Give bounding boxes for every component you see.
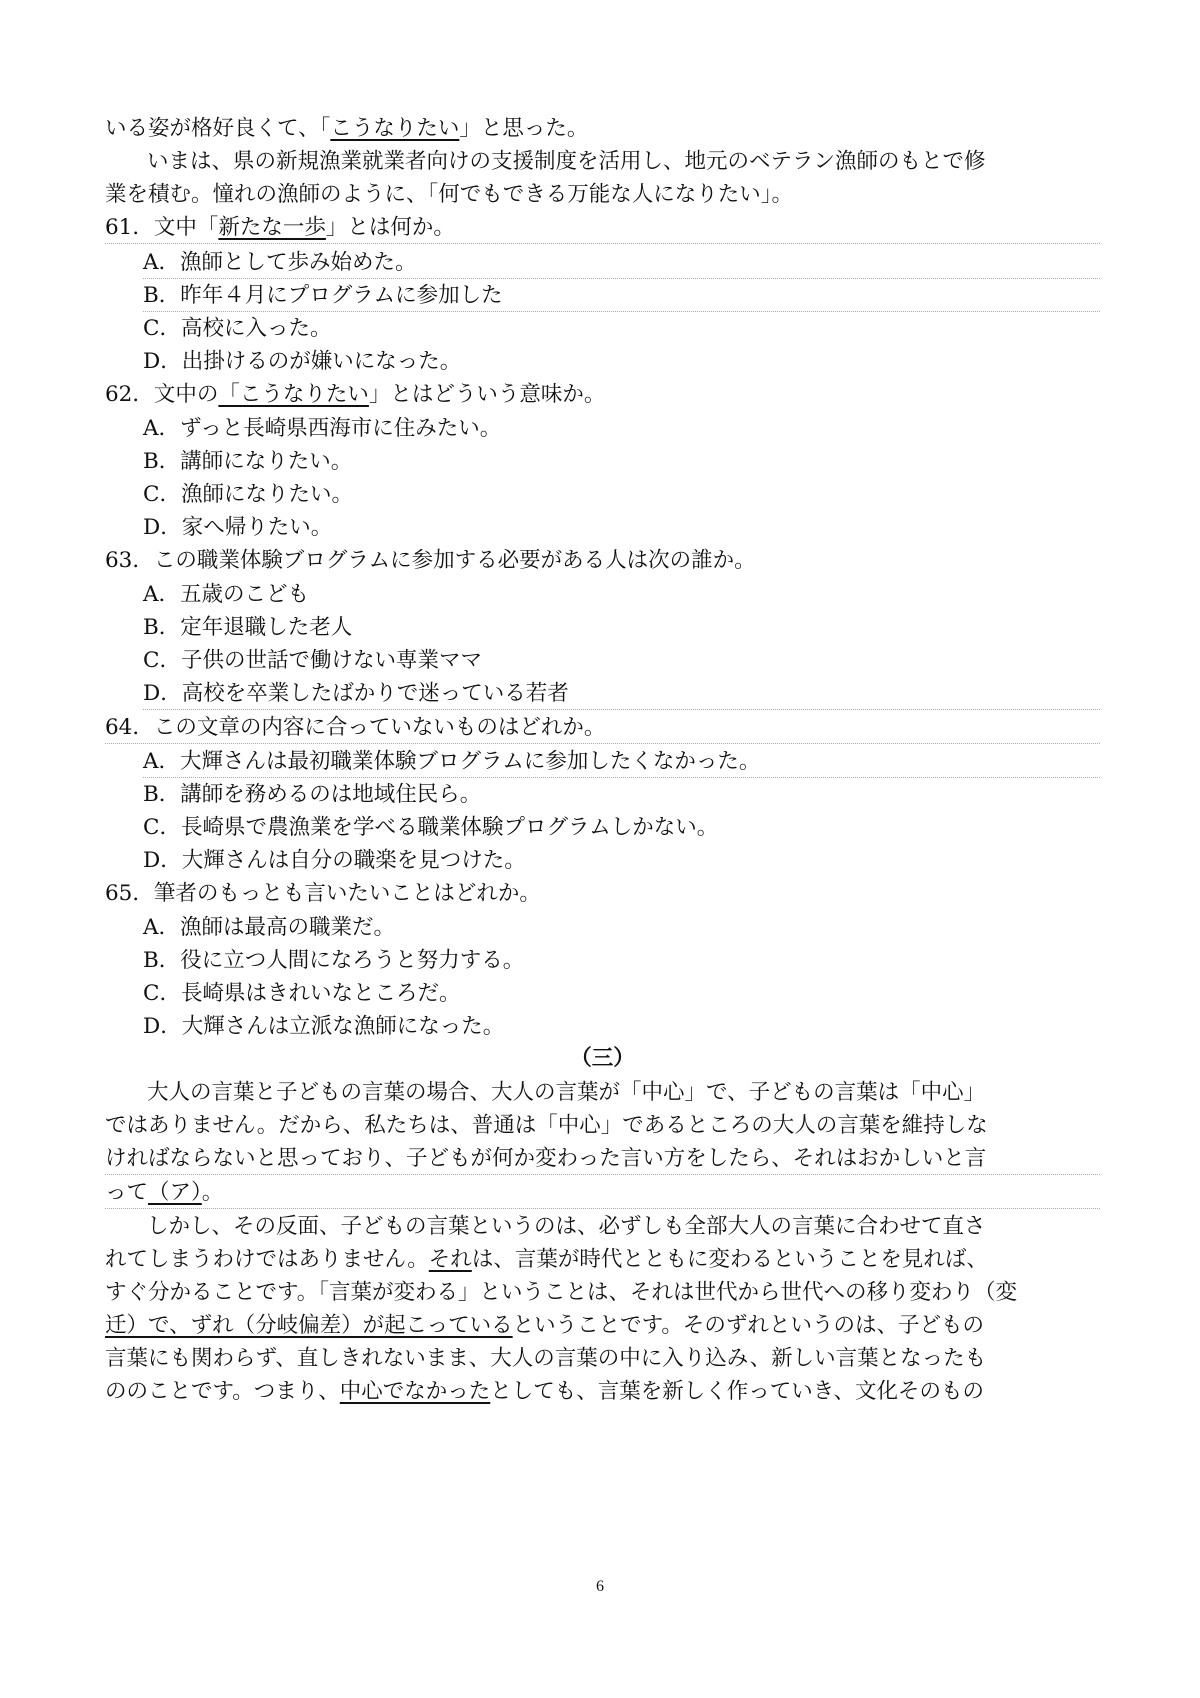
underlined-phrase: こうなりたい	[330, 116, 460, 141]
intro-line-2: いまは、県の新規漁業就業者向けの支援制度を活用し、地元のベテラン漁師のもとで修	[147, 149, 986, 174]
question-text: 筆者のもっとも言いたいことはどれか。	[153, 881, 541, 906]
text: ののことです。つまり、	[105, 1379, 340, 1404]
text: れてしまうわけではありません。	[105, 1247, 429, 1272]
option[interactable]: B．定年退職した老人	[143, 615, 353, 640]
option[interactable]: B．講師を務めるのは地域住民ら。	[143, 782, 482, 807]
option[interactable]: D．高校を卒業したばかりで迷っている若者	[143, 679, 1100, 710]
option[interactable]: B．役に立つ人間になろうと努力する。	[143, 948, 525, 973]
passage-line	[105, 1245, 1100, 1275]
option[interactable]: A．大輝さんは最初職業体験ブログラムに参加したくなかった。	[143, 747, 1100, 778]
question-number: 65．	[105, 881, 154, 906]
option[interactable]: D．出掛けるのが嫌いになった。	[143, 349, 462, 374]
option[interactable]: C．子供の世話で働けない専業ママ	[143, 648, 482, 673]
passage-line: ければならないと思っており、子どもが何か変わった言い方をしたら、それはおかしいと言	[105, 1144, 1100, 1175]
text: 文中「	[153, 215, 219, 240]
option[interactable]: A．漁師は最高の職業だ。	[143, 915, 396, 940]
option[interactable]: D．大輝さんは自分の職楽を見つけた。	[143, 848, 526, 873]
blank-a: （ア）	[148, 1180, 202, 1205]
text: 。	[201, 1180, 224, 1205]
option[interactable]: A．五歳のこども	[143, 582, 310, 607]
option[interactable]: D．家へ帰りたい。	[143, 515, 333, 540]
underlined-phrase: 新たな一歩	[218, 215, 326, 240]
question-63	[105, 546, 1100, 576]
question-number: 64．	[105, 715, 154, 740]
intro-line-1	[105, 114, 1100, 144]
question-number: 61．	[105, 215, 154, 240]
option[interactable]: C．高校に入った。	[143, 316, 332, 341]
underlined-phrase: 迁）で、ずれ（分岐偏差）が起こっている	[105, 1313, 513, 1338]
option[interactable]: C．長崎県はきれいなところだ。	[143, 981, 461, 1006]
passage-line: しかし、その反面、子どもの言葉というのは、必ずしも全部大人の言葉に合わせて直さ	[147, 1214, 986, 1239]
text: ということです。そのずれというのは、子どもの	[512, 1313, 984, 1338]
passage-line: すぐ分かることです。「言葉が変わる」ということは、それは世代から世代への移り変わり（変	[105, 1280, 1018, 1305]
option[interactable]: C．長崎県で農漁業を学べる職業体験プログラムしかない。	[143, 815, 719, 840]
passage-line: 言葉にも関わらず、直しきれないまま、大人の言葉の中に入り込み、新しい言葉となったも	[105, 1346, 987, 1371]
text: 」と思った。	[459, 116, 589, 141]
passage-line: ではありません。だから、私たちは、普通は「中心」であるところの大人の言葉を維持しな	[105, 1113, 988, 1138]
question-text: この職業体験ブログラムに参加する必要がある人は次の誰か。	[153, 548, 756, 573]
page-number: 6	[596, 1578, 604, 1595]
option[interactable]: A．漁師として歩み始めた。	[143, 248, 1100, 279]
option[interactable]: C．漁師になりたい。	[143, 482, 353, 507]
question-62	[105, 380, 1100, 410]
passage-line: 大人の言葉と子どもの言葉の場合、大人の言葉が「中心」で、子どもの言葉は「中心」	[147, 1080, 986, 1105]
underlined-phrase: それ	[428, 1247, 472, 1272]
underlined-phrase: 中心でなかった	[339, 1379, 491, 1404]
question-61	[105, 213, 1100, 244]
question-number: 63．	[105, 548, 154, 573]
question-64	[105, 713, 1100, 744]
option[interactable]: A．ずっと長崎県西海市に住みたい。	[143, 416, 502, 441]
question-text: この文章の内容に合っていないものはどれか。	[153, 715, 606, 740]
section-heading: （三）	[570, 1046, 635, 1071]
passage-line	[105, 1178, 1100, 1209]
text: 」とはどういう意味か。	[368, 382, 606, 407]
text: は、言葉が時代とともに変わるということを見れば、	[471, 1247, 988, 1272]
passage-line	[105, 1311, 1100, 1341]
option[interactable]: B．講師になりたい。	[143, 449, 353, 474]
question-65	[105, 879, 1100, 909]
text: 」とは何か。	[325, 215, 455, 240]
text: いる姿が格好良くて、「	[105, 116, 331, 141]
underlined-phrase: 「こうなりたい	[218, 382, 369, 407]
question-number: 62．	[105, 382, 154, 407]
option[interactable]: D．大輝さんは立派な漁師になった。	[143, 1014, 505, 1039]
option[interactable]: B．昨年４月にプログラムに参加した	[143, 281, 1100, 312]
passage-line	[105, 1377, 1100, 1407]
text: 文中の	[153, 382, 219, 407]
text: って	[105, 1180, 149, 1205]
intro-line-3: 業を積む。憧れの漁師のように、「何でもできる万能な人になりたい」。	[105, 182, 794, 207]
text: としても、言葉を新しく作っていき、文化そのもの	[490, 1379, 984, 1404]
